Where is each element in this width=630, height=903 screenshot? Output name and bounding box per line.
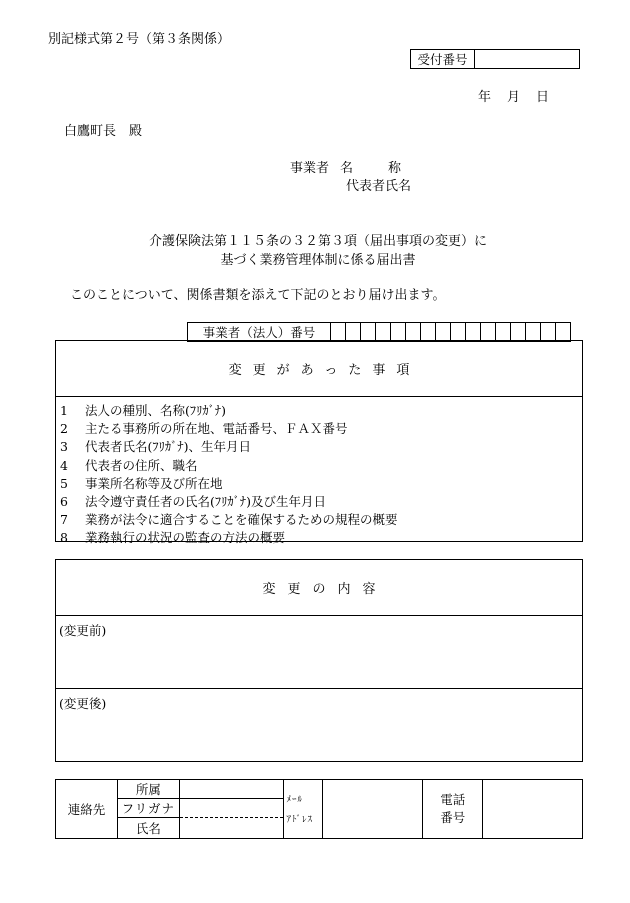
receipt-number-box: [410, 49, 580, 69]
furigana-label: フリガナ: [117, 799, 179, 818]
business-number-table: [187, 322, 571, 342]
business-number-digit[interactable]: [421, 323, 436, 342]
form-number: 別記様式第２号（第３条関係）: [48, 32, 231, 47]
business-number-digit[interactable]: [391, 323, 406, 342]
date-line: [478, 91, 565, 104]
item-text: 代表者氏名(ﾌﾘｶﾞﾅ)、生年月日: [85, 439, 252, 455]
item-number: 2: [60, 421, 68, 437]
business-number-digit[interactable]: [511, 323, 526, 342]
list-item[interactable]: [60, 438, 582, 456]
business-number-digit[interactable]: [376, 323, 391, 342]
business-number-digit[interactable]: [481, 323, 496, 342]
changed-items-header: 変更があった事項: [56, 341, 582, 397]
before-change-label: (変更前): [59, 623, 107, 638]
representative-name-label: 代表者氏名: [346, 179, 412, 194]
addressee-name: 白鷹町長: [64, 124, 117, 139]
receipt-number-field[interactable]: [475, 50, 579, 68]
list-item[interactable]: [60, 402, 582, 420]
addressee-honorific: 殿: [129, 124, 143, 139]
change-content-header: 変更の内容: [56, 560, 582, 616]
phone-field[interactable]: [483, 780, 583, 839]
intro-text: このことについて、関係書類を添えて下記のとおり届け出ます。: [70, 288, 446, 303]
business-number-label: 事業者（法人）番号: [188, 323, 331, 342]
list-item[interactable]: [60, 529, 582, 547]
list-item[interactable]: [60, 493, 582, 511]
receipt-number-label: 受付番号: [411, 50, 475, 68]
business-number-digit[interactable]: [331, 323, 346, 342]
affiliation-label: 所属: [117, 780, 179, 799]
changed-items-box: [55, 340, 583, 546]
name-label: 名: [340, 161, 354, 176]
item-number: 3: [60, 439, 68, 455]
item-number: 6: [60, 493, 68, 509]
name-field[interactable]: [179, 818, 283, 839]
item-text: 主たる事務所の所在地、電話番号、ＦＡＸ番号: [85, 421, 348, 437]
contact-table: [55, 779, 583, 839]
business-number-digit[interactable]: [556, 323, 571, 342]
email-label-line-1: ﾒｰﾙ: [286, 795, 304, 805]
day-label: 日: [536, 90, 550, 105]
form-title-line-2: 基づく業務管理体制に係る届出書: [220, 253, 416, 268]
phone-label: [423, 780, 483, 839]
business-number-digit[interactable]: [496, 323, 511, 342]
item-number: 4: [60, 457, 68, 473]
item-number: 5: [60, 475, 68, 491]
business-number-digit[interactable]: [541, 323, 556, 342]
after-change-field[interactable]: [56, 689, 582, 762]
business-name-label: [290, 162, 401, 175]
item-text: 事業所名称等及び所在地: [85, 475, 223, 491]
after-change-label: (変更後): [59, 696, 107, 711]
business-number-digit[interactable]: [406, 323, 421, 342]
affiliation-field[interactable]: [179, 780, 283, 799]
item-number: 7: [60, 512, 68, 528]
list-item[interactable]: [60, 457, 582, 475]
contact-label: 連絡先: [56, 780, 118, 839]
phone-label-line-2: 番号: [440, 810, 466, 825]
item-text: 業務執行の状況の監査の方法の概要: [85, 530, 286, 546]
email-label-line-2: ｱﾄﾞﾚｽ: [286, 815, 314, 825]
list-item[interactable]: [60, 511, 582, 529]
phone-label-line-1: 電話: [440, 792, 466, 807]
addressee: [64, 125, 142, 138]
list-item[interactable]: [60, 475, 582, 493]
list-item[interactable]: [60, 420, 582, 438]
change-content-box: [55, 559, 583, 762]
month-label: 月: [507, 90, 521, 105]
before-change-field[interactable]: [56, 616, 582, 689]
form-title-line-1: 介護保険法第１１５条の３２第３項（届出事項の変更）に: [148, 234, 487, 249]
email-field[interactable]: [323, 780, 423, 839]
furigana-field[interactable]: [179, 799, 283, 818]
item-number: 1: [60, 403, 68, 418]
changed-items-list: [56, 397, 582, 548]
business-number-digit[interactable]: [466, 323, 481, 342]
item-text: 代表者の住所、職名: [85, 457, 198, 473]
business-number-digit[interactable]: [346, 323, 361, 342]
item-text: 法人の種別、名称(ﾌﾘｶﾞﾅ): [85, 403, 227, 418]
email-label: [283, 780, 323, 839]
business-number-digit[interactable]: [361, 323, 376, 342]
business-label: 事業者: [290, 161, 330, 176]
business-number-digit[interactable]: [526, 323, 541, 342]
title-label: 称: [388, 161, 402, 176]
business-number-digit[interactable]: [451, 323, 466, 342]
item-text: 業務が法令に適合することを確保するための規程の概要: [85, 512, 398, 528]
year-label: 年: [478, 90, 492, 105]
item-number: 8: [60, 530, 68, 546]
name-label: 氏名: [117, 818, 179, 839]
item-text: 法令遵守責任者の氏名(ﾌﾘｶﾞﾅ)及び生年月日: [85, 493, 327, 509]
business-number-digit[interactable]: [436, 323, 451, 342]
